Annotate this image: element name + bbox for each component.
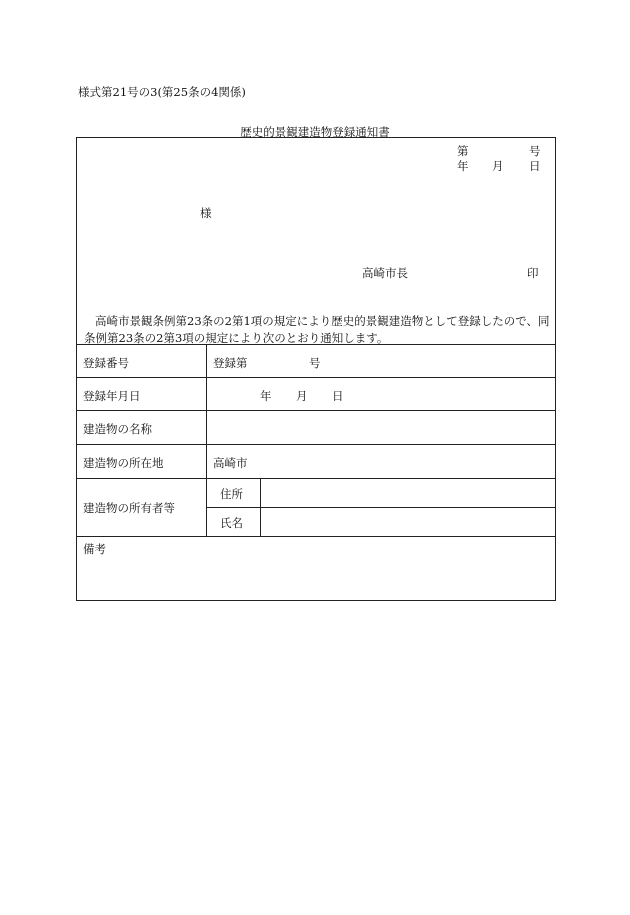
issue-number-suffix: 号 <box>529 144 541 158</box>
issue-date-month: 月 <box>492 159 504 173</box>
intro-text: 高崎市景観条例第23条の2第1項の規定により歴史的景観建造物として登録したので、同条例第23条の2第3項の規定により次のとおり通知します。 <box>84 314 550 345</box>
table-rule <box>206 507 556 508</box>
reg-number-label: 登録番号 <box>83 356 129 370</box>
issue-date-day: 日 <box>529 159 541 173</box>
table-column-rule <box>260 478 261 536</box>
document-title: 歴史的景観建造物登録通知書 <box>240 125 390 139</box>
owner-address-label: 住所 <box>220 487 243 501</box>
table-rule <box>76 377 556 378</box>
location-value: 高崎市 <box>213 456 248 470</box>
reg-number-prefix: 登録第 <box>213 356 248 370</box>
owner-name-label: 氏名 <box>220 516 243 530</box>
table-rule <box>76 536 556 537</box>
table-column-rule <box>206 344 207 536</box>
owner-label: 建造物の所有者等 <box>83 501 175 515</box>
form-number: 様式第21号の3(第25条の4関係) <box>78 85 246 99</box>
remarks-label: 備考 <box>83 542 106 556</box>
seal-mark: 印 <box>527 266 539 280</box>
addressee-suffix: 様 <box>200 206 212 220</box>
table-rule <box>76 344 556 345</box>
issue-number-prefix: 第 <box>457 144 469 158</box>
table-rule <box>76 444 556 445</box>
reg-date-label: 登録年月日 <box>83 389 141 403</box>
reg-number-suffix: 号 <box>309 356 321 370</box>
reg-date-month: 月 <box>296 389 308 403</box>
reg-date-year: 年 <box>260 389 272 403</box>
issue-date-year: 年 <box>457 159 469 173</box>
table-rule <box>76 478 556 479</box>
reg-date-day: 日 <box>332 389 344 403</box>
location-label: 建造物の所在地 <box>83 456 164 470</box>
issuer-name: 高崎市長 <box>362 266 408 280</box>
building-name-label: 建造物の名称 <box>83 422 152 436</box>
table-rule <box>76 410 556 411</box>
